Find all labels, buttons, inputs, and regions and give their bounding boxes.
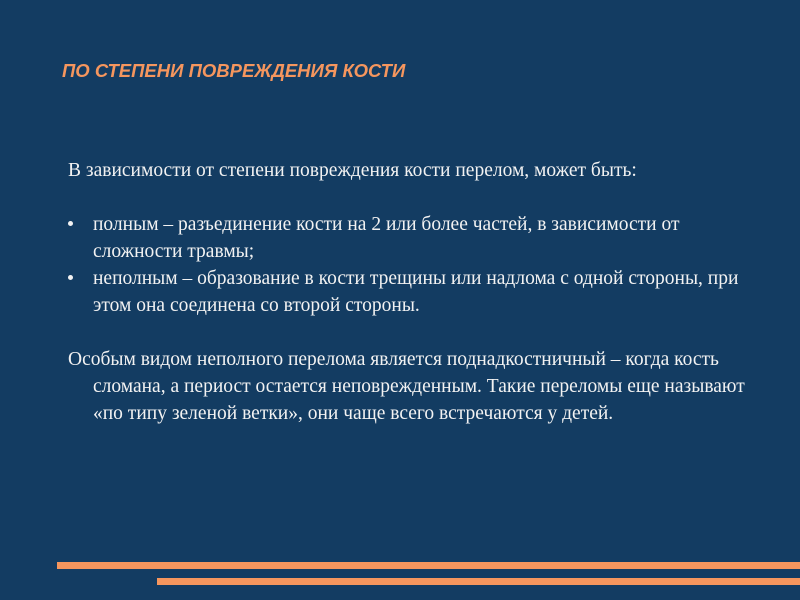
bullet-text: неполным – образование в кости трещины или надлома с одной стороны, при этом она соединена со второй стороны. xyxy=(93,268,739,316)
spacer xyxy=(68,184,758,211)
spacer xyxy=(68,319,758,346)
bullet-dot-icon xyxy=(68,275,73,280)
bullet-dot-icon xyxy=(68,221,73,226)
outro-paragraph: Особым видом неполного перелома является поднадкостничный – когда кость сломана, а периост остается неповрежденным. Такие переломы еще называют «по типу зеленой ветки», они чаще всего встречаются у детей. xyxy=(68,349,745,424)
bullet-item xyxy=(68,211,758,265)
bullet-item xyxy=(68,265,758,319)
bullet-list xyxy=(68,211,758,319)
decorative-bar-top xyxy=(57,562,800,569)
decorative-bar-bottom xyxy=(157,578,800,585)
intro-paragraph: В зависимости от степени повреждения кости перелом, может быть: xyxy=(68,160,637,181)
bullet-text: полным – разъединение кости на 2 или более частей, в зависимости от сложности травмы; xyxy=(93,214,680,262)
slide-body xyxy=(68,157,758,427)
slide-title: ПО СТЕПЕНИ ПОВРЕЖДЕНИЯ КОСТИ xyxy=(62,60,406,81)
